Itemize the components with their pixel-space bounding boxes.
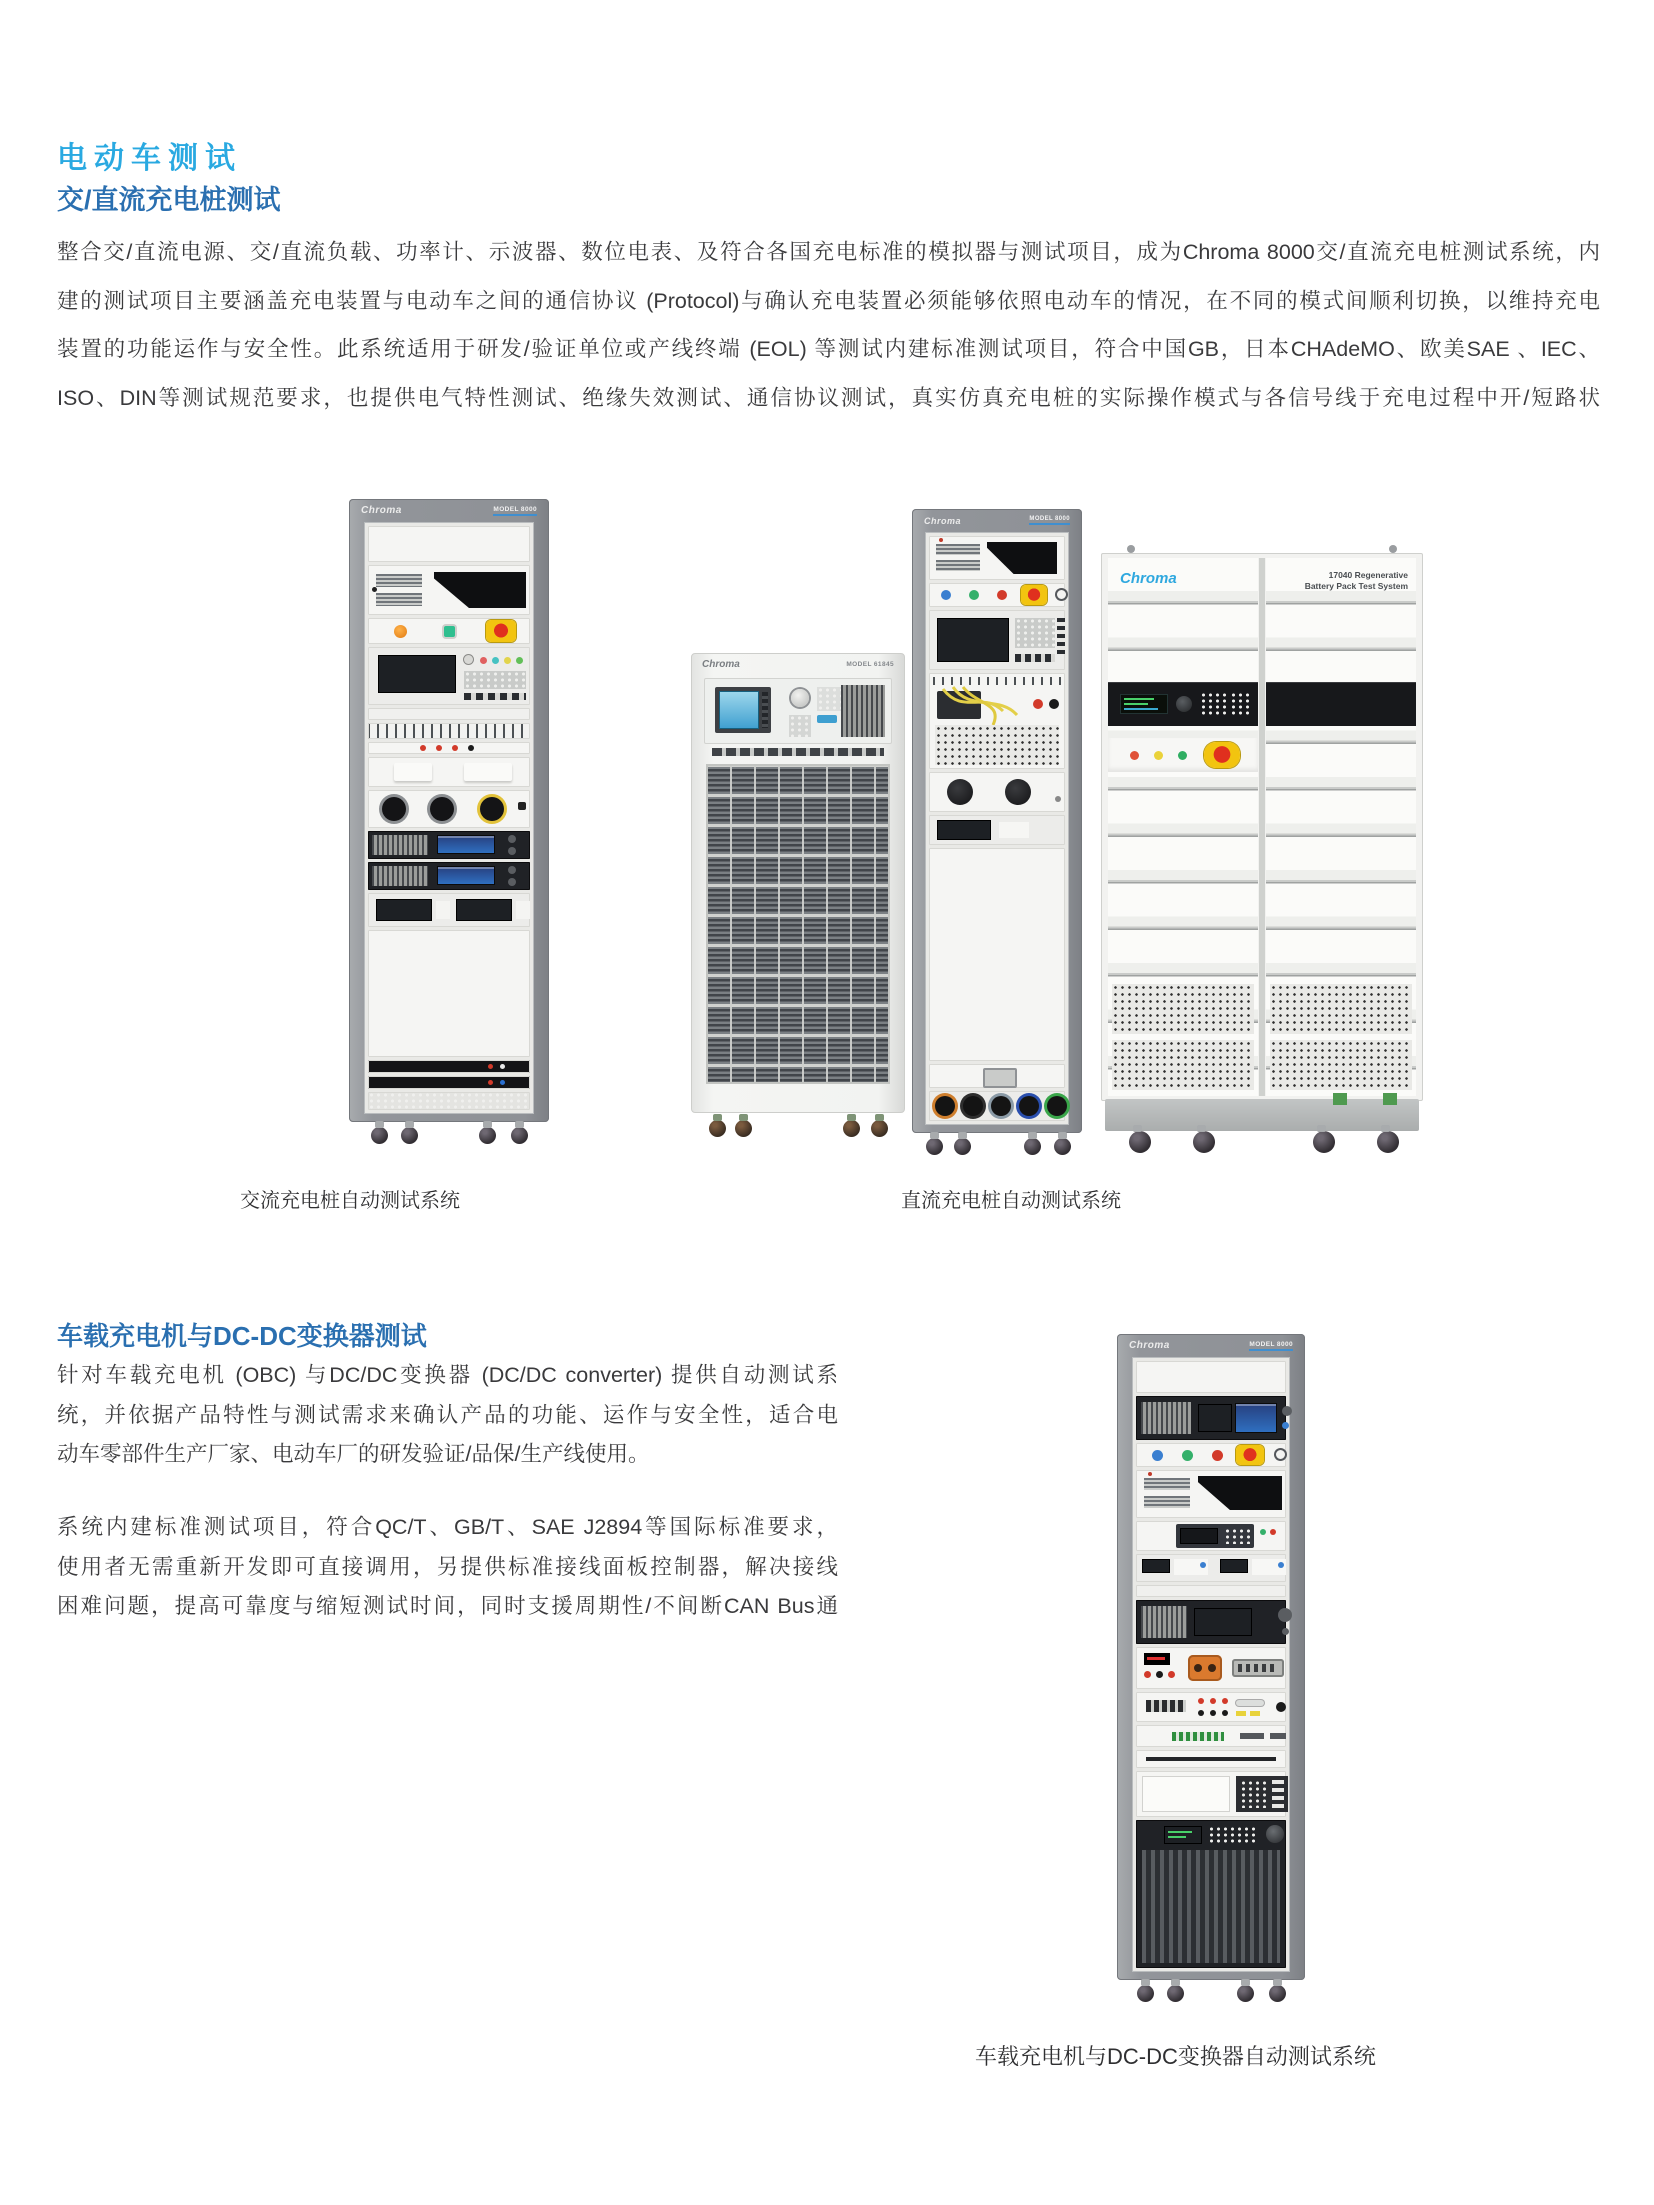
display-text-line bbox=[1168, 1831, 1192, 1833]
softkeys bbox=[762, 692, 768, 728]
caster-wheel bbox=[709, 1120, 726, 1137]
control-panel bbox=[1136, 1443, 1286, 1467]
green-button bbox=[969, 590, 979, 600]
vfd-display bbox=[1120, 694, 1168, 714]
rack-header bbox=[918, 512, 1076, 529]
black-dot bbox=[1198, 1710, 1204, 1716]
display-text-line bbox=[1124, 698, 1154, 700]
white-led bbox=[500, 1064, 505, 1069]
blank-black-panel bbox=[1266, 682, 1416, 726]
charging-gun-holster bbox=[1005, 779, 1031, 805]
yellow-led bbox=[1250, 1711, 1260, 1716]
black-socket bbox=[1276, 1702, 1286, 1712]
indicator-panel bbox=[1108, 738, 1258, 772]
meter-display bbox=[937, 820, 991, 840]
paragraph-line: 使用者无需重新开发即可直接调用，另提供标准接线面板控制器，解决接线 bbox=[57, 1554, 838, 1579]
psu-vent bbox=[1142, 1850, 1280, 1963]
scope-screen bbox=[378, 655, 456, 693]
white-slot bbox=[1236, 1700, 1264, 1706]
divider-panel bbox=[1136, 1585, 1286, 1597]
knob bbox=[1282, 1406, 1292, 1416]
caster-wheel bbox=[1167, 1985, 1184, 2002]
paragraph-line: 困难问题，提高可靠度与缩短测试时间，同时支援周期性/不间断CAN Bus通 bbox=[57, 1594, 838, 1618]
green-terminal bbox=[1383, 1093, 1397, 1105]
lifting-eye bbox=[1127, 545, 1135, 553]
model-label: MODEL 61845 bbox=[846, 661, 894, 668]
blank-strip bbox=[368, 708, 530, 720]
dut-connection-panel bbox=[1136, 1647, 1286, 1689]
lifting-eye bbox=[1389, 545, 1397, 553]
rack-bay bbox=[925, 532, 1069, 1125]
multipin-connector bbox=[1232, 1659, 1284, 1677]
green-terminal bbox=[1333, 1093, 1347, 1105]
black-dot bbox=[1222, 1710, 1228, 1716]
center-divider bbox=[1259, 558, 1265, 1096]
slot-panel bbox=[1136, 1750, 1286, 1768]
perforated-vent bbox=[1270, 1040, 1412, 1090]
battery-pack-test-system-photo bbox=[1101, 547, 1423, 1153]
connector-box bbox=[464, 763, 512, 781]
blue-led bbox=[1282, 1422, 1289, 1429]
terminal-block bbox=[1146, 1700, 1186, 1712]
small-switch bbox=[518, 802, 526, 810]
meter-unit bbox=[1236, 1776, 1288, 1812]
oscilloscope bbox=[368, 647, 530, 705]
vent-grille bbox=[372, 866, 428, 886]
scope-knob bbox=[516, 657, 523, 664]
slot-strip bbox=[712, 748, 884, 756]
display-text-line bbox=[1124, 708, 1158, 710]
red-dot bbox=[1198, 1698, 1204, 1704]
emergency-stop-button bbox=[1236, 1445, 1264, 1465]
terminal-strip bbox=[368, 723, 530, 739]
caption-ac-system: 交流充电桩自动测试系统 bbox=[240, 1190, 460, 1212]
knob bbox=[1282, 1628, 1289, 1635]
io-slot bbox=[1270, 1733, 1286, 1739]
caster-wheel bbox=[871, 1120, 888, 1137]
ac-source-cabinet-photo bbox=[691, 653, 905, 1137]
chroma-logo: Chroma bbox=[924, 515, 962, 526]
industrial-pc bbox=[368, 565, 530, 615]
black-terminal bbox=[1156, 1671, 1163, 1678]
yellow-cables bbox=[933, 685, 1063, 729]
scope-buttons bbox=[464, 671, 526, 689]
connector-box bbox=[394, 763, 432, 781]
vent-grille bbox=[372, 835, 428, 855]
drawer-and-meter bbox=[1136, 1771, 1286, 1817]
meter-display bbox=[456, 899, 512, 921]
keypad bbox=[1230, 692, 1252, 716]
module-bezel bbox=[1176, 1524, 1254, 1548]
power-led bbox=[372, 587, 377, 592]
meter-gauge bbox=[1055, 588, 1068, 601]
knob bbox=[508, 866, 516, 874]
vent-grille bbox=[841, 685, 885, 737]
indicator-row bbox=[368, 742, 530, 754]
caster-wheel bbox=[1377, 1131, 1399, 1153]
vent-grille bbox=[1144, 1496, 1190, 1508]
power-meter-row bbox=[368, 893, 530, 927]
red-led bbox=[488, 1064, 493, 1069]
dc-source-unit bbox=[1136, 1600, 1286, 1644]
blue-display bbox=[438, 836, 494, 853]
vent-grille bbox=[1144, 1478, 1190, 1490]
vent-grille bbox=[376, 574, 422, 587]
caster-wheel bbox=[1129, 1131, 1151, 1153]
green-lamp bbox=[1178, 751, 1187, 760]
yellow-led bbox=[1236, 1711, 1246, 1716]
chroma-logo: Chroma bbox=[702, 659, 740, 670]
io-slot bbox=[1240, 1733, 1264, 1739]
source-screen bbox=[1198, 1404, 1232, 1432]
paragraph-line: 针对车载充电机 (OBC) 与DC/DC变换器 (DC/DC converter) 提供自动测试系 bbox=[57, 1363, 838, 1387]
vent-grille bbox=[1141, 1606, 1187, 1638]
perforated-vent bbox=[1112, 1040, 1254, 1090]
cabinet-base bbox=[1105, 1099, 1419, 1131]
model-label: MODEL 8000 bbox=[493, 506, 537, 516]
meter-keys bbox=[999, 822, 1029, 838]
rack-header bbox=[355, 502, 543, 519]
keypad bbox=[1200, 692, 1226, 716]
connector-row bbox=[929, 1091, 1065, 1121]
source-screen bbox=[1194, 1608, 1252, 1636]
red-dot bbox=[1210, 1698, 1216, 1704]
red-readout bbox=[1147, 1657, 1165, 1660]
vent-grille bbox=[376, 593, 422, 606]
connector-shelf bbox=[368, 757, 530, 787]
power-switch bbox=[983, 1068, 1017, 1088]
orange-socket bbox=[935, 1096, 955, 1116]
meter-gauge bbox=[1274, 1448, 1287, 1461]
caster-wheel bbox=[1137, 1985, 1154, 2002]
dc-charging-rack-photo bbox=[912, 509, 1082, 1155]
terminal-strip bbox=[933, 677, 1061, 685]
lcd-screen bbox=[719, 691, 759, 729]
seven-seg-display bbox=[1144, 1653, 1170, 1665]
dual-meter-row bbox=[1136, 1554, 1286, 1582]
scope-knob bbox=[480, 657, 487, 664]
emergency-stop-button bbox=[1204, 742, 1240, 768]
rack-header bbox=[1123, 1337, 1299, 1354]
gray-socket bbox=[991, 1096, 1011, 1116]
controller-panel bbox=[1108, 682, 1258, 726]
red-lamp bbox=[1130, 751, 1139, 760]
blank-panel bbox=[929, 848, 1065, 1061]
rotary-knob bbox=[791, 689, 809, 707]
control-panel bbox=[368, 618, 530, 644]
display-text-line bbox=[1168, 1836, 1186, 1838]
caster-wheel bbox=[1193, 1131, 1215, 1153]
meter-keys bbox=[516, 901, 530, 919]
connector-slots bbox=[1238, 1664, 1278, 1672]
front-control-panel bbox=[704, 678, 892, 744]
section2-title: 车载充电机与DC-DC变换器测试 bbox=[57, 1321, 427, 1351]
arrow-keys bbox=[789, 715, 811, 737]
scope-keys bbox=[1057, 618, 1065, 654]
paragraph-line: 装置的功能运作与安全性。此系统适用于研发/验证单位或产线终端 (EOL) 等测试内建标准测试项目，符合中国GB，日本CHAdeMO、欧美SAE 、IEC、 bbox=[57, 337, 1600, 361]
paragraph-line: 整合交/直流电源、交/直流负载、功率计、示波器、数位电表、及符合各国充电标准的模拟器与测试项目，成为Chroma 8000交/直流充电桩测试系统，内 bbox=[57, 240, 1600, 264]
blue-socket bbox=[1019, 1096, 1039, 1116]
meter-display bbox=[1220, 1559, 1248, 1573]
industrial-pc bbox=[1136, 1470, 1286, 1518]
red-terminal bbox=[1144, 1671, 1151, 1678]
meter-keys bbox=[436, 901, 450, 919]
red-led bbox=[1270, 1529, 1276, 1535]
pc-screen bbox=[987, 542, 1057, 574]
system-title bbox=[1305, 570, 1408, 592]
caster-wheel bbox=[954, 1138, 971, 1155]
module-screen bbox=[1180, 1528, 1218, 1544]
rack-bay bbox=[1132, 1357, 1290, 1972]
ac-charging-rack-photo bbox=[349, 499, 549, 1144]
red-terminal bbox=[1168, 1671, 1175, 1678]
orange-hv-connector bbox=[1188, 1655, 1222, 1681]
psu-display bbox=[1164, 1826, 1202, 1844]
red-led bbox=[436, 745, 442, 751]
blue-display bbox=[1236, 1404, 1276, 1432]
psu-keypad bbox=[1208, 1826, 1258, 1844]
caster-wheel bbox=[371, 1127, 388, 1144]
connector-pin bbox=[1194, 1664, 1202, 1672]
model-label: MODEL 8000 bbox=[1249, 1341, 1293, 1351]
scope-knob bbox=[504, 657, 511, 664]
rotary-knob bbox=[1176, 696, 1192, 712]
system-title-line1: 17040 Regenerative bbox=[1328, 570, 1408, 580]
intro-paragraph bbox=[57, 228, 1600, 422]
psu-knob bbox=[1266, 1825, 1284, 1843]
scope-knob bbox=[464, 655, 473, 664]
drawer-panel bbox=[1142, 1776, 1230, 1812]
power-supply-unit bbox=[1136, 1820, 1286, 1968]
caster-wheel bbox=[926, 1138, 943, 1155]
red-button bbox=[1212, 1450, 1223, 1461]
obc-dcdc-rack-photo bbox=[1117, 1334, 1305, 2002]
caster-wheel bbox=[843, 1120, 860, 1137]
instrument-strip bbox=[368, 1060, 530, 1073]
section2-paragraph1 bbox=[57, 1356, 838, 1475]
green-button bbox=[444, 626, 455, 637]
logo-dot bbox=[939, 538, 943, 542]
red-led bbox=[452, 745, 458, 751]
blank-panel bbox=[1136, 1361, 1286, 1393]
card-slot bbox=[1146, 1757, 1276, 1761]
scope-connectors bbox=[464, 693, 526, 700]
knob bbox=[508, 835, 516, 843]
display-text-line bbox=[1124, 703, 1148, 705]
meter-keys bbox=[1272, 1780, 1284, 1808]
caster-wheel bbox=[401, 1127, 418, 1144]
vent-grille bbox=[936, 544, 980, 555]
chroma-logo: Chroma bbox=[361, 505, 402, 516]
pc-screen bbox=[1198, 1476, 1282, 1510]
wiring-panel bbox=[929, 673, 1065, 769]
signal-panel bbox=[1136, 1692, 1286, 1722]
black-led bbox=[468, 745, 474, 751]
red-dot bbox=[1222, 1698, 1228, 1704]
blue-button bbox=[941, 590, 951, 600]
rack-bay bbox=[364, 522, 534, 1114]
round-connector bbox=[480, 797, 504, 821]
knob bbox=[1278, 1608, 1292, 1622]
controller-module bbox=[1136, 1521, 1286, 1551]
caster-wheel bbox=[511, 1127, 528, 1144]
rack-frame bbox=[349, 499, 549, 1122]
blue-led bbox=[500, 1080, 505, 1085]
small-button bbox=[1055, 796, 1061, 802]
scope-connectors bbox=[1015, 654, 1055, 662]
blank-panel bbox=[368, 526, 530, 562]
logo-dot bbox=[1148, 1472, 1152, 1476]
perforated-vent bbox=[1112, 984, 1254, 1034]
black-dot bbox=[1210, 1710, 1216, 1716]
caption-obc-system: 车载充电机与DC-DC变换器自动测试系统 bbox=[975, 2044, 1376, 2069]
round-connector bbox=[382, 797, 406, 821]
pc-screen bbox=[434, 572, 526, 608]
paragraph-line: 建的测试项目主要涵盖充电装置与电动车之间的通信协议 (Protocol)与确认充电装置必须能够依照电动车的情况，在不同的模式间顺利切换，以维持充电 bbox=[57, 288, 1600, 313]
green-led bbox=[1260, 1529, 1266, 1535]
connector-pin bbox=[1208, 1664, 1216, 1672]
section2-paragraph2 bbox=[57, 1508, 838, 1627]
paragraph-line: 统，并依据产品特性与测试需求来确认产品的功能、运作与安全性，适合电 bbox=[57, 1402, 838, 1427]
display-bezel bbox=[715, 687, 771, 733]
power-outlet-panel bbox=[368, 790, 530, 828]
outlet-panel bbox=[929, 1064, 1065, 1088]
blue-display bbox=[438, 867, 494, 884]
vent-grille bbox=[1141, 1402, 1191, 1434]
blank-panel bbox=[368, 930, 530, 1057]
caster-wheel bbox=[735, 1120, 752, 1137]
chroma-logo: Chroma bbox=[1129, 1340, 1170, 1351]
caster-wheel bbox=[1054, 1138, 1071, 1155]
instrument-strip bbox=[368, 1076, 530, 1089]
cabinet-body bbox=[1101, 553, 1423, 1101]
caster-wheel bbox=[1024, 1138, 1041, 1155]
rack-frame bbox=[912, 509, 1082, 1133]
knob bbox=[508, 847, 516, 855]
vent-grille bbox=[936, 560, 980, 571]
scope-knob bbox=[492, 657, 499, 664]
industrial-pc bbox=[929, 536, 1065, 580]
caster-wheel bbox=[1237, 1985, 1254, 2002]
caster-wheel bbox=[479, 1127, 496, 1144]
meter-unit bbox=[929, 815, 1065, 845]
cabinet-body bbox=[691, 653, 905, 1113]
caster-wheel bbox=[1269, 1985, 1286, 2002]
air-intake-grille bbox=[706, 764, 890, 1084]
section1-subtitle: 交/直流充电桩测试 bbox=[57, 185, 281, 215]
red-button bbox=[997, 590, 1007, 600]
ac-source-unit bbox=[1136, 1396, 1286, 1440]
model-label: MODEL 8000 bbox=[1029, 516, 1070, 525]
caster-wheel bbox=[1313, 1131, 1335, 1153]
chroma-logo: Chroma bbox=[1120, 570, 1177, 587]
ac-source-unit bbox=[368, 831, 530, 859]
blue-led bbox=[1278, 1562, 1284, 1568]
paragraph-line: ISO、DIN等测试规范要求，也提供电气特性测试、绝缘失效测试、通信协议测试，真实仿真充电桩的实际操作模式与各信号线于充电过程中开/短路状 bbox=[57, 385, 1600, 410]
io-panel bbox=[1136, 1725, 1286, 1747]
black-socket bbox=[963, 1096, 983, 1116]
meter-display bbox=[376, 899, 432, 921]
oscilloscope bbox=[929, 610, 1065, 670]
charging-gun-holster bbox=[947, 779, 973, 805]
red-led bbox=[488, 1080, 493, 1085]
green-socket bbox=[1047, 1096, 1067, 1116]
meter-matrix bbox=[1240, 1780, 1268, 1808]
paragraph-line: 动车零部件生产厂家、电动车厂的研发验证/品保/生产线使用。 bbox=[57, 1442, 650, 1466]
emergency-stop-button bbox=[486, 620, 516, 642]
meter-display bbox=[1142, 1559, 1170, 1573]
green-terminal-strip bbox=[1172, 1732, 1224, 1741]
paragraph-line: 系统内建标准测试项目，符合QC/T、GB/T、SAE J2894等国际标准要求， bbox=[57, 1515, 838, 1539]
scope-knobs bbox=[1015, 618, 1055, 648]
button-strip bbox=[368, 1092, 530, 1110]
perforated-vent bbox=[1270, 984, 1412, 1034]
control-panel bbox=[929, 583, 1065, 607]
perforated-panel bbox=[935, 725, 1059, 765]
blue-key bbox=[817, 715, 837, 723]
module-keys bbox=[1224, 1528, 1250, 1544]
gun-holster-panel bbox=[929, 772, 1065, 812]
blue-led bbox=[1200, 1562, 1206, 1568]
orange-indicator bbox=[394, 625, 407, 638]
green-button bbox=[1182, 1450, 1193, 1461]
round-connector bbox=[430, 797, 454, 821]
emergency-stop-button bbox=[1021, 585, 1047, 605]
yellow-lamp bbox=[1154, 751, 1163, 760]
system-title-line2: Battery Pack Test System bbox=[1304, 581, 1408, 591]
ac-source-unit bbox=[368, 862, 530, 890]
rack-frame bbox=[1117, 1334, 1305, 1980]
blue-button bbox=[1152, 1450, 1163, 1461]
red-led bbox=[420, 745, 426, 751]
scope-screen bbox=[937, 618, 1009, 662]
page-title: 电动车测试 bbox=[57, 142, 242, 175]
caption-dc-system: 直流充电桩自动测试系统 bbox=[901, 1190, 1121, 1212]
knob bbox=[508, 878, 516, 886]
